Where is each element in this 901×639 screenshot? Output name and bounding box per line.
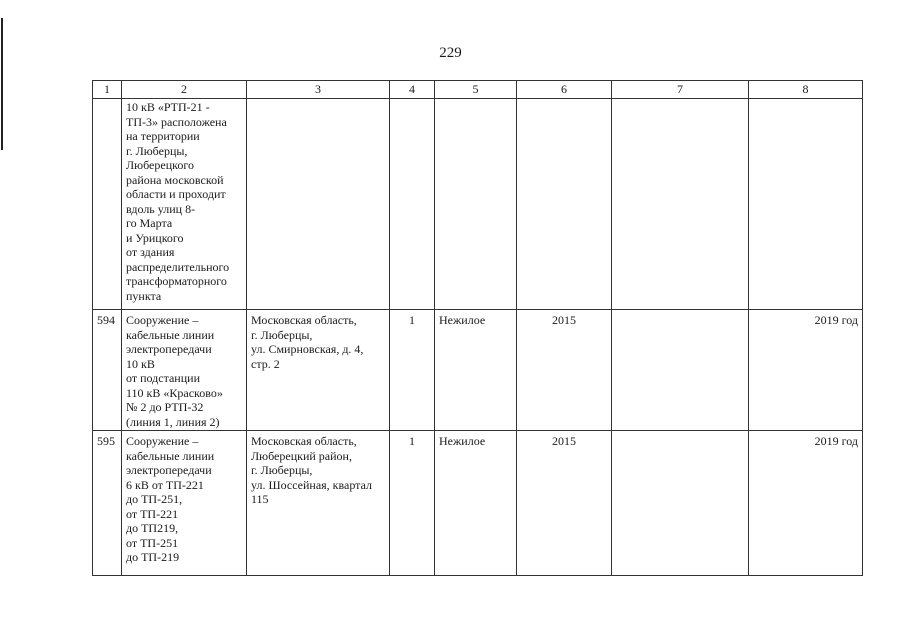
count-cell: 1 [390, 431, 435, 576]
description-cell [122, 431, 247, 576]
column-header-4: 4 [390, 81, 435, 99]
description-line: кабельные линии [126, 327, 215, 342]
term-cell: 2019 год [749, 310, 863, 431]
description-line: трансформаторного [126, 274, 227, 288]
address-line: стр. 2 [251, 356, 280, 371]
type-cell: Нежилое [435, 431, 517, 576]
column-7-cell [612, 431, 749, 576]
description-line: 10 кВ «РТП-21 - [126, 100, 210, 114]
address-cell [247, 310, 390, 431]
address-line: Московская область, [251, 313, 357, 327]
type-cell [435, 99, 517, 310]
column-header-7: 7 [612, 81, 749, 99]
description-line: от здания [126, 245, 175, 259]
count-cell [390, 99, 435, 310]
year-cell: 2015 [517, 431, 612, 576]
description-line: до ТП-251, [126, 492, 183, 506]
description-line: № 2 до РТП-32 [126, 400, 204, 414]
description-line: на территории [126, 129, 200, 143]
description-line: го Марта [126, 216, 173, 230]
count-cell: 1 [390, 310, 435, 431]
column-7-cell [612, 310, 749, 431]
description-line: кабельные линии [126, 448, 215, 463]
column-header-3: 3 [247, 81, 390, 99]
description-line: электропередачи [126, 463, 212, 477]
page-number: 229 [439, 45, 462, 61]
column-header-1: 1 [93, 81, 122, 99]
description-line: 6 кВ от ТП-221 [126, 477, 204, 492]
description-cell [122, 310, 247, 431]
description-line: вдоль улиц 8- [126, 201, 196, 216]
description-line: от подстанции [126, 371, 200, 385]
address-line: г. Люберцы, [251, 463, 313, 477]
description-line: 110 кВ «Красково» [126, 385, 223, 400]
table-row [93, 99, 863, 310]
table-row [93, 431, 863, 576]
margin-line [1, 18, 3, 150]
address-cell [247, 99, 390, 310]
address-line: Люберецкий район, [251, 448, 352, 463]
description-line: ТП-3» расположена [126, 114, 227, 129]
year-cell: 2015 [517, 310, 612, 431]
table-row [93, 310, 863, 431]
description-line: 10 кВ [126, 356, 155, 371]
term-cell: 2019 год [749, 431, 863, 576]
address-line: ул. Смирновская, д. 4, [251, 342, 364, 356]
description-line: Люберецкого [126, 158, 194, 172]
description-line: г. Люберцы, [126, 143, 188, 158]
year-cell [517, 99, 612, 310]
column-header-2: 2 [122, 81, 247, 99]
description-line: и Урицкого [126, 230, 184, 245]
row-number-cell [93, 99, 122, 310]
description-line: Сооружение – [126, 313, 199, 327]
description-line: области и проходит [126, 187, 226, 201]
column-header-8: 8 [749, 81, 863, 99]
description-line: района московской [126, 172, 224, 187]
description-cell [122, 99, 247, 310]
description-line: распределительного [126, 259, 230, 274]
address-line: ул. Шоссейная, квартал [251, 477, 372, 492]
description-line: Сооружение – [126, 434, 199, 448]
type-cell: Нежилое [435, 310, 517, 431]
address-line: г. Люберцы, [251, 327, 313, 342]
address-line: Московская область, [251, 434, 357, 448]
address-line: 115 [251, 492, 269, 506]
description-line: от ТП-221 [126, 506, 179, 521]
column-header-5: 5 [435, 81, 517, 99]
description-line: пункта [126, 288, 162, 303]
term-cell [749, 99, 863, 310]
description-line: (линия 1, линия 2) [126, 414, 220, 429]
column-header-6: 6 [517, 81, 612, 99]
description-line: от ТП-251 [126, 535, 179, 550]
description-line: до ТП219, [126, 521, 179, 535]
description-line: до ТП-219 [126, 550, 180, 564]
row-number-cell: 595 [93, 431, 122, 576]
column-7-cell [612, 99, 749, 310]
registry-table [92, 80, 863, 576]
table-header-row [93, 81, 863, 99]
address-cell [247, 431, 390, 576]
description-line: электропередачи [126, 342, 212, 356]
row-number-cell: 594 [93, 310, 122, 431]
